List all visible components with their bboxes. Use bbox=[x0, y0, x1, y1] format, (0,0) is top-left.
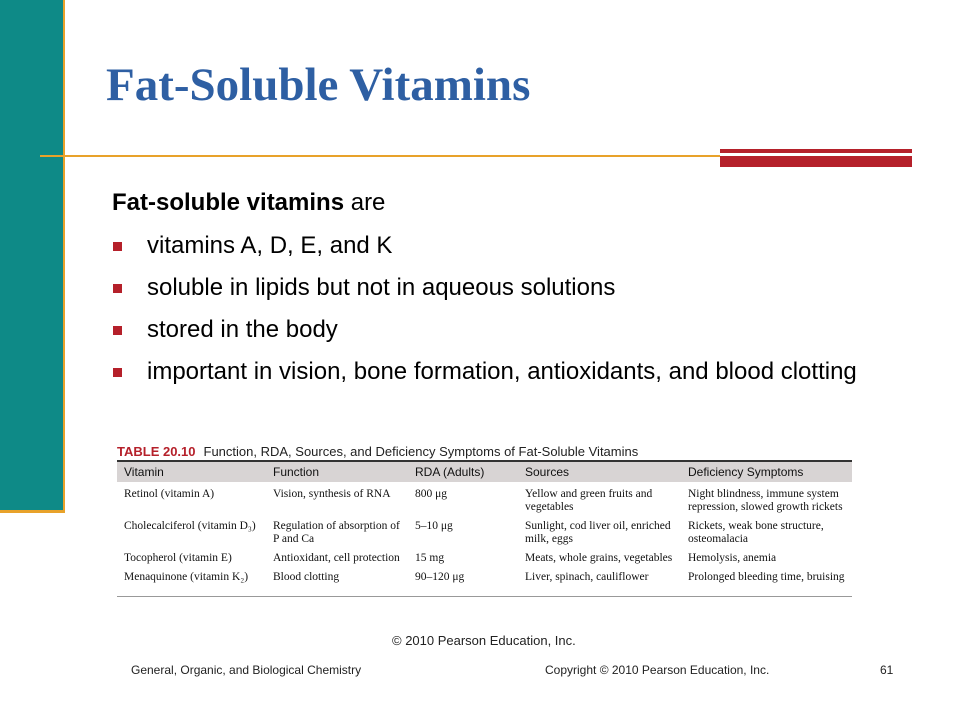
cell-sources: Sunlight, cod liver oil, enriched milk, eggs bbox=[525, 520, 671, 545]
cell-function: Regulation of absorption of P and Ca bbox=[273, 520, 400, 545]
header-deficiency: Deficiency Symptoms bbox=[681, 461, 852, 482]
cell-vitamin: Menaquinone (vitamin K₂) bbox=[117, 568, 266, 597]
bullet-list bbox=[112, 232, 902, 400]
slide-title: Fat-Soluble Vitamins bbox=[106, 59, 531, 111]
cell-sources: Liver, spinach, cauliflower bbox=[518, 568, 681, 597]
bullet-item bbox=[112, 232, 902, 260]
table-row bbox=[117, 517, 852, 549]
bullet-text: soluble in lipids but not in aqueous solutions bbox=[147, 274, 616, 301]
cell-rda: 15 mg bbox=[415, 552, 445, 564]
intro-rest: are bbox=[344, 189, 386, 216]
footer-copyright: Copyright © 2010 Pearson Education, Inc. bbox=[545, 663, 770, 677]
table-row bbox=[117, 549, 852, 568]
bullet-square-icon bbox=[113, 326, 122, 335]
bullet-item bbox=[112, 358, 902, 386]
orange-side-edge bbox=[63, 0, 65, 512]
header-vitamin: Vitamin bbox=[117, 461, 266, 482]
bullet-text: stored in the body bbox=[147, 316, 338, 343]
intro-bold: Fat-soluble vitamins bbox=[112, 189, 345, 216]
cell-function: Blood clotting bbox=[266, 568, 408, 597]
cell-deficiency: Night blindness, immune system repression, slowed growth rickets bbox=[688, 488, 843, 513]
footer-page-number: 61 bbox=[880, 663, 894, 677]
cell-function: Antioxidant, cell protection bbox=[273, 552, 400, 564]
table-caption-text: Function, RDA, Sources, and Deficiency Symptoms of Fat-Soluble Vitamins bbox=[203, 444, 639, 459]
cell-vitamin: Cholecalciferol (vitamin D₃) bbox=[124, 520, 256, 532]
bullet-text: important in vision, bone formation, antioxidants, and blood clotting bbox=[147, 358, 857, 385]
cell-sources: Yellow and green fruits and vegetables bbox=[525, 488, 653, 513]
table-caption bbox=[117, 444, 638, 459]
orange-bar-bottom bbox=[0, 510, 65, 513]
table-header-row bbox=[117, 461, 852, 482]
cell-rda: 800 μg bbox=[415, 488, 448, 500]
cell-rda: 5–10 μg bbox=[415, 520, 453, 532]
cell-sources: Meats, whole grains, vegetables bbox=[525, 552, 673, 564]
bullet-item bbox=[112, 274, 902, 302]
cell-deficiency: Prolonged bleeding time, bruising bbox=[681, 568, 852, 597]
cell-deficiency: Rickets, weak bone structure, osteomalacia bbox=[688, 520, 824, 545]
header-rda: RDA (Adults) bbox=[408, 461, 518, 482]
teal-side-bar bbox=[0, 0, 63, 512]
header-sources: Sources bbox=[518, 461, 681, 482]
bullet-square-icon bbox=[113, 368, 122, 377]
cell-function: Vision, synthesis of RNA bbox=[273, 488, 391, 500]
bullet-square-icon bbox=[113, 242, 122, 251]
table-row bbox=[117, 482, 852, 517]
vitamin-table bbox=[117, 460, 852, 597]
header-function: Function bbox=[266, 461, 408, 482]
bullet-square-icon bbox=[113, 284, 122, 293]
bullet-item bbox=[112, 316, 902, 344]
intro-text bbox=[112, 188, 385, 218]
cell-deficiency: Hemolysis, anemia bbox=[688, 552, 777, 564]
cell-rda: 90–120 μg bbox=[408, 568, 518, 597]
footer-course-title: General, Organic, and Biological Chemistry bbox=[131, 663, 362, 677]
cell-vitamin: Tocopherol (vitamin E) bbox=[124, 552, 232, 564]
title-divider-accent bbox=[720, 149, 912, 167]
table-row bbox=[117, 568, 852, 597]
table-number: TABLE 20.10 bbox=[117, 444, 196, 459]
table-copyright: © 2010 Pearson Education, Inc. bbox=[392, 633, 576, 648]
cell-vitamin: Retinol (vitamin A) bbox=[124, 488, 215, 500]
bullet-text: vitamins A, D, E, and K bbox=[147, 232, 393, 259]
